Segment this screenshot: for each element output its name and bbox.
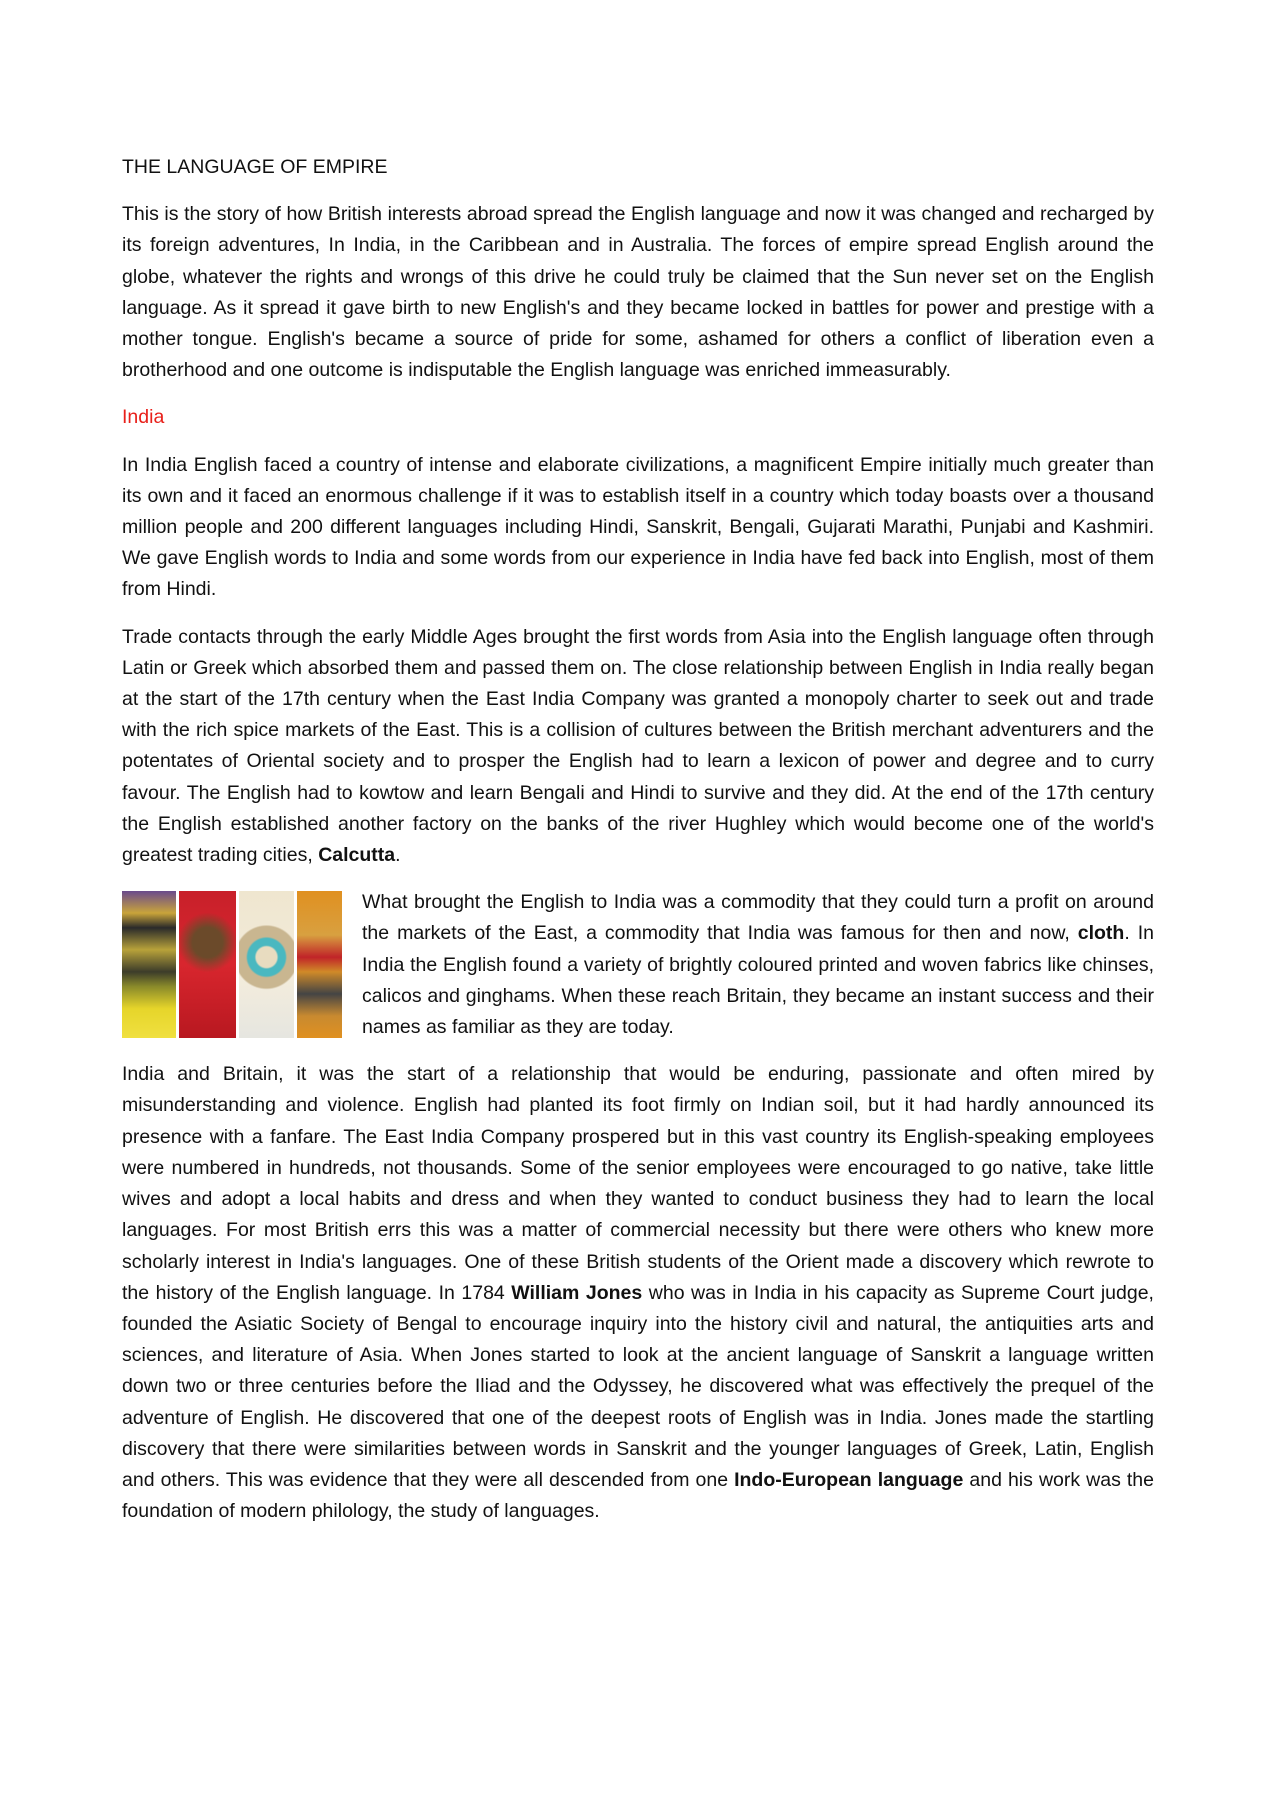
document-title: THE LANGUAGE OF EMPIRE: [122, 156, 388, 178]
text: who was in India in his capacity as Supreme Court judge, founded the Asiatic Society of Bengal to encourage inquiry into the history civil and natural, the antiquities arts and sciences, and literature of Asia. When Jones started to look at the ancient language of Sanskrit a language written down two or three centuries before the Iliad and the Odyssey, he discovered what was effectively the prequel of the adventure of English. He discovered that one of the deepest roots of English was in India. Jones made the startling discovery that there were similarities between words in Sanskrit and the younger languages of Greek, Latin, English and others. This was evidence that they were all descended from one: [122, 1281, 1154, 1491]
text: Trade contacts through the early Middle Ages brought the first words from Asia into the English language often through Latin or Greek which absorbed them and passed them on. The close relationship between English in India really began at the start of the 17th century when the East India Company was granted a monopoly charter to seek out and trade with the rich spice markets of the East. This is a collision of cultures between the British merchant adventurers and the potentates of Oriental society and to prosper the English had to learn a lexicon of power and degree and to curry favour. The English had to kowtow and learn Bengali and Hindi to survive and they did. At the end of the 17th century the English established another factory on the banks of the river Hughley which would become one of the world's greatest trading cities,: [122, 625, 1154, 867]
text: .: [395, 844, 401, 867]
text: . In India the English found a variety of brightly coloured printed and woven fabrics like chinses, calicos and ginghams. When these reach Britain, they became an instant success and their names as familiar as they are today.: [362, 922, 1154, 1039]
fabric-strip: [179, 891, 236, 1038]
text: What brought the English to India was a commodity that they could turn a profit on around the markets of the East, a commodity that India was famous for then and now,: [362, 891, 1154, 945]
paragraph-william-jones: [122, 1059, 1154, 1527]
section-heading-india: India: [122, 406, 165, 429]
fabric-strip: [122, 891, 176, 1038]
paragraph-india-2: [122, 622, 1154, 872]
fabric-image: [122, 891, 342, 1038]
bold-cloth: cloth: [1077, 922, 1125, 945]
fabric-strip: [297, 891, 342, 1038]
text: and his work was the foundation of modern philology, the study of languages.: [122, 1468, 1154, 1523]
bold-william-jones: William Jones: [511, 1281, 643, 1304]
bold-indo-european: Indo-European language: [734, 1468, 964, 1491]
text: India and Britain, it was the start of a relationship that would be enduring, passionate and often mired by misunderstanding and violence. English had planted its foot firmly on Indian soil, but it had hardly announced its presence with a fanfare. The East India Company prospered but in this vast country its English-speaking employees were numbered in hundreds, not thousands. Some of the senior employees were encouraged to go native, take little wives and adopt a local habits and dress and when they wanted to conduct business they had to learn the local languages. For most British errs this was a matter of commercial necessity but there were others who knew more scholarly interest in India's languages. One of these British students of the Orient made a discovery which rewrote to the history of the English language. In 1784: [122, 1063, 1154, 1304]
fabric-strip: [239, 891, 293, 1038]
document-page: [122, 152, 1154, 1543]
bold-calcutta: Calcutta: [318, 844, 396, 867]
intro-paragraph: This is the story of how British interests abroad spread the English language and now it was changed and recharged by its foreign adventures, In India, in the Caribbean and in Australia. The forces of empire spread English around the globe, whatever the rights and wrongs of this drive he could truly be claimed that the Sun never set on the English language. As it spread it gave birth to new English's and they became locked in battles for power and prestige with a mother tongue. English's became a source of pride for some, ashamed for others a conflict of liberation even a brotherhood and one outcome is indisputable the English language was enriched immeasurably.: [122, 203, 1154, 382]
paragraph-india-1: In India English faced a country of intense and elaborate civilizations, a magnificent Empire initially much greater than its own and it faced an enormous challenge if it was to establish itself in a country which today boasts over a thousand million people and 200 different languages including Hindi, Sanskrit, Bengali, Gujarati Marathi, Punjabi and Kashmiri. We gave English words to India and some words from our experience in India have fed back into English, most of them from Hindi.: [122, 453, 1154, 601]
